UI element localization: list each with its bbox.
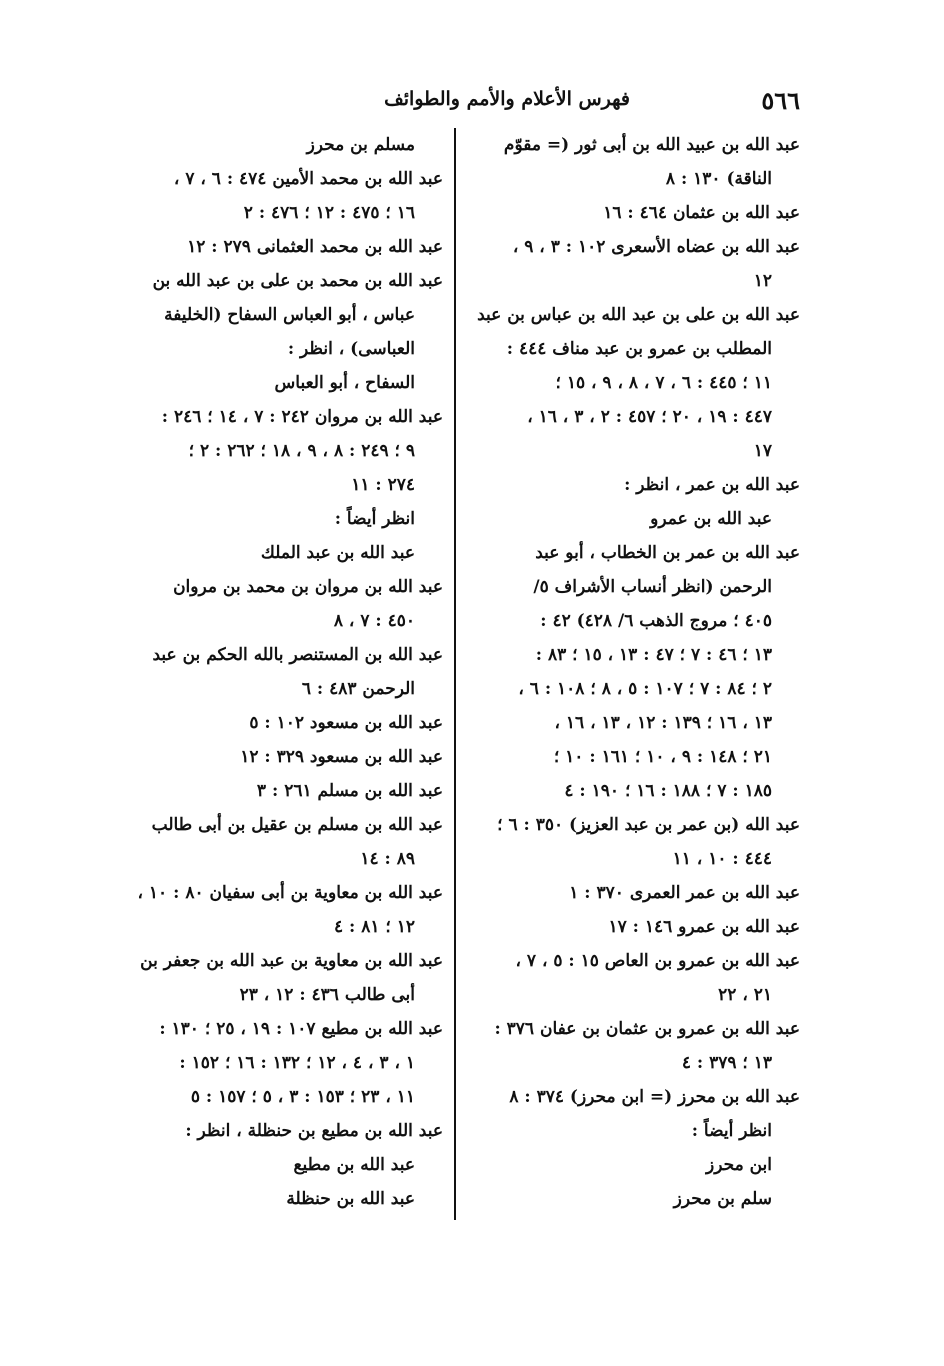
entry-continuation-line: ١٢ — [753, 271, 772, 291]
entry-heading-line: عبد الله بن مروان ٢٤٢ : ٧ ، ١٤ ؛ ٢٤٦ : — [161, 407, 443, 427]
index-entry — [470, 1080, 800, 1148]
index-entry — [470, 910, 800, 944]
index-entry — [470, 944, 800, 1012]
cross-reference — [110, 536, 443, 570]
index-entry — [110, 740, 443, 774]
entry-continuation-line: ١١ ، ٢٣ ؛ ١٥٣ : ٣ ، ٥ ؛ ١٥٧ : ٥ — [190, 1087, 415, 1107]
index-column-right — [470, 128, 800, 1216]
index-column-left — [110, 128, 443, 1216]
entry-heading-line: عبد الله بن محرز (= ابن محرز) ٣٧٤ : ٨ — [509, 1087, 800, 1107]
entry-continuation-line: ١٣ ، ١٦ ؛ ١٣٩ : ١٢ ، ١٣ ، ١٦ ، — [554, 713, 772, 733]
running-head — [330, 86, 800, 116]
entry-heading-line: عبد الله بن محمد الأمين ٤٧٤ : ٦ ، ٧ ، — [173, 169, 443, 189]
index-entry — [110, 400, 443, 536]
page-number: ٥٦٦ — [761, 86, 800, 115]
index-entry — [470, 230, 800, 298]
entry-heading-line: عبد الله بن مسعود ١٠٢ : ٥ — [249, 713, 443, 733]
index-entry — [110, 264, 443, 400]
entry-continuation-line: ٤٤٧ : ١٩ ، ٢٠ ؛ ٤٥٧ : ٢ ، ٣ ، ١٦ ، — [527, 407, 772, 427]
cross-reference-line: سلم بن محرز — [673, 1189, 772, 1209]
cross-reference-line: عبد الله بن مطيع — [293, 1155, 415, 1175]
entry-heading-line: عبد الله بن عمرو بن عثمان بن عفان ٣٧٦ : — [494, 1019, 800, 1039]
entry-continuation-line: ٤٤٤ : ١٠ ، ١١ — [672, 849, 772, 869]
entry-heading-line: عبد الله بن عمر العمرى ٣٧٠ : ١ — [569, 883, 800, 903]
entry-continuation-line: ١ ، ٣ ، ٤ ، ١٢ ؛ ١٣٢ : ١٦ ؛ ١٥٢ : — [179, 1053, 415, 1073]
entry-continuation-line: الرحمن ٤٨٣ : ٦ — [301, 679, 415, 699]
index-entry — [470, 536, 800, 808]
entry-heading-line: عبد الله بن مطيع بن حنظلة ، انظر : — [185, 1121, 443, 1141]
entry-continuation-line: العباسى) ، انظر : — [287, 339, 415, 359]
cross-reference-line: عبد الله بن عمرو — [650, 509, 772, 529]
entry-heading-line: عبد الله بن عمرو بن العاص ١٥ : ٥ ، ٧ ، — [515, 951, 800, 971]
entry-continuation-line: انظر أيضاً : — [334, 509, 415, 529]
entry-continuation-line: ٨٩ : ١٤ — [360, 849, 415, 869]
entry-heading-line: عبد الله بن عثمان ٤٦٤ : ١٦ — [603, 203, 800, 223]
index-entry — [110, 638, 443, 706]
entry-continuation-line: ٢٧٤ : ١١ — [351, 475, 415, 495]
index-entry — [110, 1114, 443, 1148]
entry-continuation-line: ٢ ؛ ٨٤ : ٧ ؛ ١٠٧ : ٥ ، ٨ ؛ ١٠٨ : ٦ ، — [518, 679, 772, 699]
entry-heading-line: عبد الله بن معاوية بن أبى سفيان ٨٠ : ١٠ ، — [137, 883, 443, 903]
entry-heading-line: عبد الله بن عمرو ١٤٦ : ١٧ — [608, 917, 800, 937]
entry-continuation-line: ٩ ؛ ٢٤٩ : ٨ ، ٩ ، ١٨ ؛ ٢٦٢ : ٢ ؛ — [188, 441, 415, 461]
entry-heading-line: عبد الله بن المستنصر بالله الحكم بن عبد — [152, 645, 443, 665]
entry-heading-line: عبد الله بن مطيع ١٠٧ : ١٩ ، ٢٥ ؛ ١٣٠ : — [159, 1019, 443, 1039]
entry-continuation-line: المطلب بن عمرو بن عبد مناف ٤٤٤ : — [506, 339, 772, 359]
cross-reference-line: مسلم بن محرز — [306, 135, 415, 155]
entry-continuation-line: أبى طالب ٤٣٦ : ١٢ ، ٢٣ — [239, 985, 415, 1005]
cross-reference-line: ابن محرز — [706, 1155, 772, 1175]
index-entry — [470, 808, 800, 876]
entry-heading-line: عبد الله بن عمر ، انظر : — [624, 475, 800, 495]
index-entry — [110, 944, 443, 1012]
entry-heading-line: عبد الله بن عضاه الأسعرى ١٠٢ : ٣ ، ٩ ، — [512, 237, 800, 257]
index-entry — [110, 162, 443, 230]
index-entry — [470, 298, 800, 468]
index-entry — [110, 230, 443, 264]
entry-heading-line: عبد الله بن معاوية بن عبد الله بن جعفر بن — [140, 951, 443, 971]
entry-continuation-line: الناقة) ١٣٠ : ٨ — [665, 169, 772, 189]
cross-reference-line: عبد الله بن حنظلة — [286, 1189, 415, 1209]
entry-heading-line: عبد الله بن محمد بن على بن عبد الله بن — [152, 271, 443, 291]
entry-heading-line: عبد الله بن مسلم بن عقيل بن أبى طالب — [151, 815, 443, 835]
cross-reference — [110, 1182, 443, 1216]
index-entry — [470, 128, 800, 196]
entry-continuation-line: ١٣ ؛ ٤٦ : ٧ ؛ ٤٧ : ١٣ ، ١٥ ؛ ٨٣ : — [535, 645, 772, 665]
index-entry — [110, 1012, 443, 1114]
entry-continuation-line: ١١ ؛ ٤٤٥ : ٦ ، ٧ ، ٨ ، ٩ ، ١٥ ؛ — [555, 373, 772, 393]
index-entry — [110, 876, 443, 944]
entry-continuation-line: ٢١ ، ٢٢ — [718, 985, 772, 1005]
entry-continuation-line: ١٦ ؛ ٤٧٥ : ١٢ ؛ ٤٧٦ : ٢ — [243, 203, 415, 223]
entry-heading-line: عبد الله بن عبيد الله بن أبى ثور (= مقوّم — [503, 135, 800, 155]
entry-heading-line: عبد الله بن على بن عبد الله بن عباس بن عبد — [477, 305, 800, 325]
column-divider — [454, 128, 456, 1220]
entry-heading-line: عبد الله بن مسلم ٢٦١ : ٣ — [256, 781, 443, 801]
entry-continuation-line: السفاح ، أبو العباس — [274, 373, 415, 393]
entry-heading-line: عبد الله بن محمد العثمانى ٢٧٩ : ١٢ — [187, 237, 443, 257]
cross-reference-line: عبد الله بن عبد الملك — [260, 543, 415, 563]
index-entry — [110, 570, 443, 638]
index-entry — [470, 468, 800, 502]
entry-heading-line: عبد الله بن عمر بن الخطاب ، أبو عبد — [535, 543, 800, 563]
cross-reference — [470, 502, 800, 536]
entry-continuation-line: عباس ، أبو العباس السفاح (الخليفة — [164, 305, 415, 325]
index-entry — [110, 706, 443, 740]
entry-continuation-line: ٤٠٥ ؛ مروج الذهب ٦/ ٤٢٨) ٤٢ : — [540, 611, 772, 631]
index-entry — [110, 774, 443, 808]
entry-continuation-line: ١٢ ؛ ٨١ : ٤ — [333, 917, 415, 937]
entry-continuation-line: انظر أيضاً : — [691, 1121, 772, 1141]
entry-continuation-line: ١٣ ؛ ٣٧٩ : ٤ — [681, 1053, 772, 1073]
entry-continuation-line: ٢١ ؛ ١٤٨ : ٩ ، ١٠ ؛ ١٦١ : ١٠ ؛ — [553, 747, 772, 767]
entry-heading-line: عبد الله (بن عمر بن عبد العزيز) ٣٥٠ : ٦ ؛ — [497, 815, 800, 835]
entry-continuation-line: ٤٥٠ : ٧ ، ٨ — [333, 611, 415, 631]
cross-reference — [470, 1148, 800, 1182]
index-entry — [470, 196, 800, 230]
entry-continuation-line: الرحمن (انظر أنساب الأشراف ٥/ — [533, 577, 772, 597]
entry-heading-line: عبد الله بن مسعود ٣٢٩ : ١٢ — [240, 747, 443, 767]
running-title: فهرس الأعلام والأمم والطوائف — [384, 88, 630, 110]
entry-continuation-line: ١٧ — [753, 441, 772, 461]
index-entry — [110, 808, 443, 876]
index-entry — [470, 1012, 800, 1080]
cross-reference — [110, 1148, 443, 1182]
entry-heading-line: عبد الله بن مروان بن محمد بن مروان — [173, 577, 443, 597]
cross-reference — [110, 128, 443, 162]
cross-reference — [470, 1182, 800, 1216]
entry-continuation-line: ١٨٥ : ٧ ؛ ١٨٨ : ١٦ ؛ ١٩٠ : ٤ — [564, 781, 772, 801]
index-entry — [470, 876, 800, 910]
